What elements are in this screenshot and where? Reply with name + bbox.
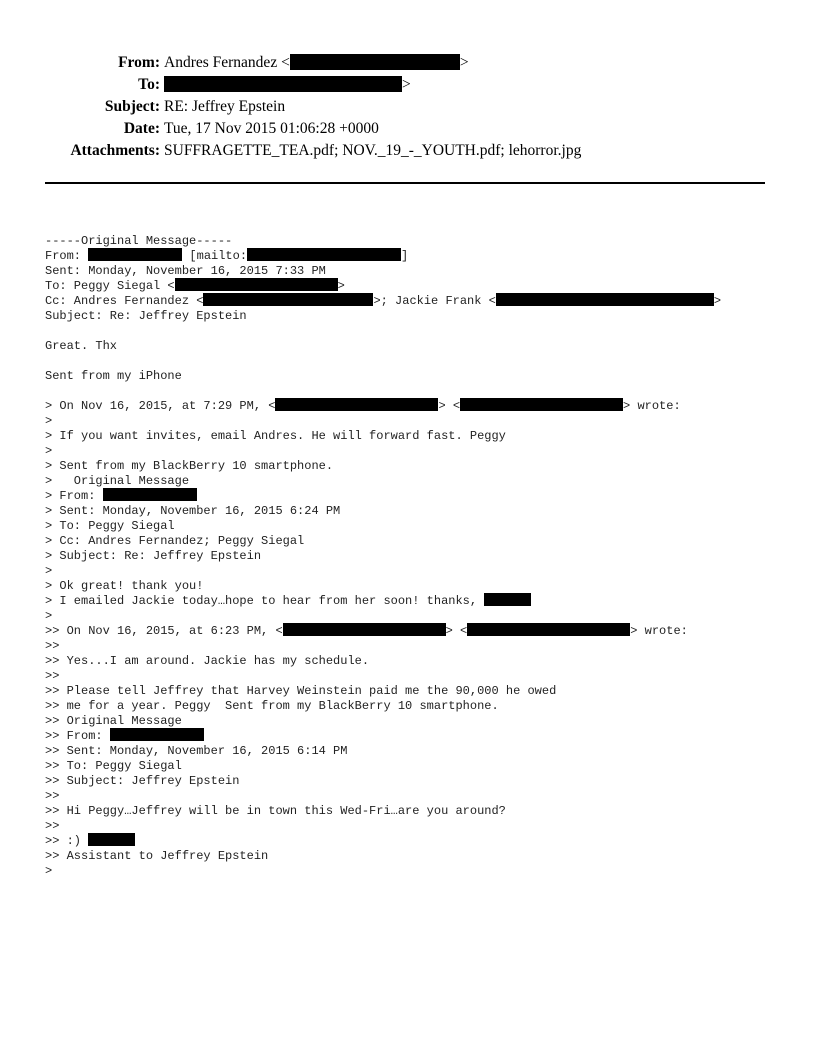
yes-around-line: >> Yes...I am around. Jackie has my schedule. xyxy=(45,654,370,668)
quote-marker-line: > xyxy=(45,609,53,623)
redaction-box xyxy=(247,248,401,261)
quote-marker-line: >> xyxy=(45,819,60,833)
ok-great-line: > Ok great! thank you! xyxy=(45,579,204,593)
quote-marker-line: > xyxy=(45,564,53,578)
text-segment: > I emailed Jackie today…hope to hear from her soon! thanks, xyxy=(45,594,485,608)
text-segment: >; Jackie Frank < xyxy=(373,294,496,308)
blackberry-line: > Sent from my BlackBerry 10 smartphone. xyxy=(45,459,334,473)
quote-marker-line: > xyxy=(45,414,53,428)
blank-line xyxy=(45,384,785,399)
redaction-box xyxy=(275,398,438,411)
to-value xyxy=(164,74,411,96)
redaction-box xyxy=(460,398,623,411)
quote2-original-message-line: >> Original Message xyxy=(45,714,182,728)
quote-marker-line: > xyxy=(45,864,53,878)
hi-peggy-line: >> Hi Peggy…Jeffrey will be in town this Wed-Fri…are you around? xyxy=(45,804,506,818)
assistant-line: >> Assistant to Jeffrey Epstein xyxy=(45,849,269,863)
header-divider xyxy=(45,182,765,184)
original-message-separator: -----Original Message----- xyxy=(45,234,233,248)
redaction-box xyxy=(88,833,135,846)
text-segment: To: Peggy Siegal < xyxy=(45,279,175,293)
redaction-box xyxy=(496,293,714,306)
date-value: Tue, 17 Nov 2015 01:06:28 +0000 xyxy=(164,120,379,137)
quote1-header-line xyxy=(45,399,785,414)
emailed-jackie-line xyxy=(45,594,785,609)
quote2-from-line xyxy=(45,729,785,744)
from-value xyxy=(164,52,469,74)
please-tell-line-2: >> me for a year. Peggy Sent from my BlackBerry 10 smartphone. xyxy=(45,699,499,713)
header-attachments-row xyxy=(0,140,816,162)
invites-line: > If you want invites, email Andres. He will forward fast. Peggy xyxy=(45,429,506,443)
text-segment: > wrote: xyxy=(630,624,688,638)
smile-signature-line xyxy=(45,834,785,849)
text-segment: > < xyxy=(445,624,468,638)
to-label: To: xyxy=(138,76,160,93)
text-segment: > From: xyxy=(45,489,103,503)
text-segment: > On Nov 16, 2015, at 7:29 PM, < xyxy=(45,399,276,413)
date-label: Date: xyxy=(123,120,160,137)
redaction-box xyxy=(164,76,402,92)
orig-subject-line: Subject: Re: Jeffrey Epstein xyxy=(45,309,247,323)
quote1-sent-line: > Sent: Monday, November 16, 2015 6:24 PM xyxy=(45,504,341,518)
quote2-to-line: >> To: Peggy Siegal xyxy=(45,759,182,773)
redaction-box xyxy=(88,248,182,261)
quote1-subject-line: > Subject: Re: Jeffrey Epstein xyxy=(45,549,262,563)
great-line: Great. Thx xyxy=(45,339,118,353)
redaction-box xyxy=(484,593,531,606)
header-from-row xyxy=(0,52,816,74)
subject-label: Subject: xyxy=(104,98,160,115)
quote1-to-line: > To: Peggy Siegal xyxy=(45,519,175,533)
quote-marker-line: > xyxy=(45,444,53,458)
redaction-box xyxy=(175,278,338,291)
quote-marker-line: >> xyxy=(45,669,60,683)
please-tell-line-1: >> Please tell Jeffrey that Harvey Weinstein paid me the 90,000 he owed xyxy=(45,684,557,698)
redaction-box xyxy=(290,54,460,70)
text-segment: > xyxy=(337,279,345,293)
quote2-header-line xyxy=(45,624,785,639)
blank-line xyxy=(45,324,785,339)
quote-marker-line: >> xyxy=(45,639,60,653)
from-label: From: xyxy=(118,54,160,71)
redaction-box xyxy=(110,728,204,741)
attachments-label: Attachments: xyxy=(70,142,160,159)
quote-marker-line: >> xyxy=(45,789,60,803)
orig-to-line xyxy=(45,279,785,294)
header-to-row xyxy=(0,74,816,96)
quote1-original-message-line: > Original Message xyxy=(45,474,190,488)
orig-from-line xyxy=(45,249,785,264)
message-body xyxy=(45,234,785,879)
attachments-value: SUFFRAGETTE_TEA.pdf; NOV._19_-_YOUTH.pdf; lehorror.jpg xyxy=(164,142,582,159)
iphone-signature-line: Sent from my iPhone xyxy=(45,369,182,383)
quote2-subject-line: >> Subject: Jeffrey Epstein xyxy=(45,774,240,788)
blank-line xyxy=(45,354,785,369)
text-segment: > wrote: xyxy=(623,399,681,413)
text-segment: >> :) xyxy=(45,834,89,848)
redaction-box xyxy=(283,623,446,636)
to-close: > xyxy=(402,76,411,93)
header-subject-row xyxy=(0,96,816,118)
text-segment: [mailto: xyxy=(182,249,248,263)
text-segment: >> From: xyxy=(45,729,110,743)
text-segment: > xyxy=(713,294,722,308)
text-segment: > < xyxy=(438,399,461,413)
quote1-from-line xyxy=(45,489,785,504)
redaction-box xyxy=(103,488,197,501)
redaction-box xyxy=(467,623,630,636)
text-segment: From: xyxy=(45,249,89,263)
quote2-sent-line: >> Sent: Monday, November 16, 2015 6:14 PM xyxy=(45,744,348,758)
orig-cc-line xyxy=(45,294,785,309)
quote1-cc-line: > Cc: Andres Fernandez; Peggy Siegal xyxy=(45,534,305,548)
from-name: Andres Fernandez < xyxy=(164,54,290,71)
from-close: > xyxy=(459,54,469,71)
redaction-box xyxy=(203,293,373,306)
orig-sent-line: Sent: Monday, November 16, 2015 7:33 PM xyxy=(45,264,326,278)
header-date-row xyxy=(0,118,816,140)
text-segment: >> On Nov 16, 2015, at 6:23 PM, < xyxy=(45,624,283,638)
text-segment: ] xyxy=(401,249,409,263)
subject-value: RE: Jeffrey Epstein xyxy=(164,98,286,115)
text-segment: Cc: Andres Fernandez < xyxy=(45,294,204,308)
